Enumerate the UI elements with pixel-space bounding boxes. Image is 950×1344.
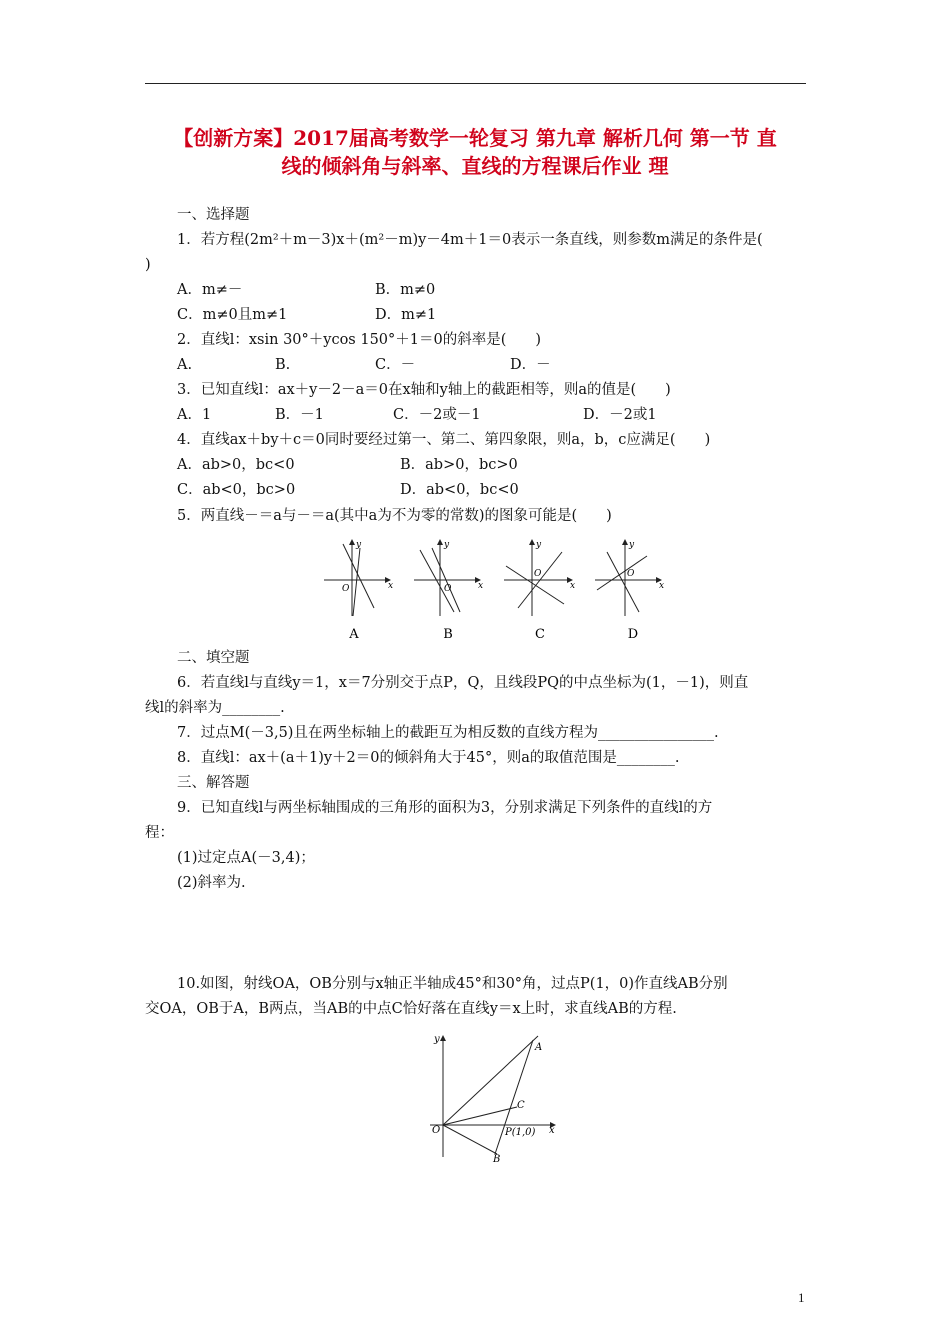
q5-c-origin: O bbox=[534, 569, 542, 579]
q5-figures bbox=[318, 538, 663, 648]
doc-title-line1: 【创新方案】2017届高考数学一轮复习 第九章 解析几何 第一节 直 bbox=[173, 126, 777, 150]
q5-d-y-label: y bbox=[629, 540, 635, 550]
q5-graph-c bbox=[504, 540, 575, 616]
q5-a-origin: O bbox=[342, 584, 350, 594]
q5-d-x-label: x bbox=[659, 581, 665, 591]
q9-part2: (2)斜率为. bbox=[177, 875, 246, 891]
q1-stem-end: ) bbox=[145, 257, 151, 273]
q5-graph-d bbox=[595, 540, 664, 616]
q5-c-y-label: y bbox=[536, 540, 542, 550]
q5-caption-d: D bbox=[627, 627, 639, 642]
q4-option-a: A．ab>0，bc<0 bbox=[177, 457, 295, 473]
q10-figure bbox=[425, 1032, 560, 1165]
q1-option-d: D．m≠1 bbox=[375, 307, 437, 323]
q5-graph-b bbox=[414, 540, 483, 616]
q6-line1: 6．若直线l与直线y＝1，x＝7分别交于点P，Q，且线段PQ的中点坐标为(1，－1)，则直 bbox=[177, 675, 749, 691]
q10-origin: O bbox=[432, 1125, 441, 1136]
q3-option-b: B．－1 bbox=[275, 407, 324, 423]
header-rule bbox=[145, 83, 806, 84]
q10-point-a: A bbox=[535, 1042, 543, 1053]
q2-option-d: D．－ bbox=[510, 357, 551, 373]
q1-option-b: B．m≠0 bbox=[375, 282, 436, 298]
q3-option-d: D．－2或1 bbox=[583, 407, 657, 423]
q1-stem: 1．若方程(2m²＋m－3)x＋(m²－m)y－4m＋1＝0表示一条直线，则参数m满足的条件是( bbox=[177, 232, 763, 248]
q5-b-y-label: y bbox=[444, 540, 450, 550]
q9-line2: 程： bbox=[145, 825, 174, 841]
q10-point-c: C bbox=[517, 1100, 525, 1111]
q8-text: 8．直线l：ax＋(a＋1)y＋2＝0的倾斜角大于45°，则a的取值范围是________. bbox=[177, 750, 680, 766]
q2-stem: 2．直线l：xsin 30°＋ycos 150°＋1＝0的斜率是( ) bbox=[177, 332, 542, 348]
q5-b-origin: O bbox=[444, 584, 452, 594]
q4-option-c: C．ab<0，bc>0 bbox=[177, 482, 296, 498]
q1-option-c: C．m≠0且m≠1 bbox=[177, 307, 288, 323]
section-choice: 一、选择题 bbox=[177, 207, 250, 223]
q10-x-label: x bbox=[549, 1125, 555, 1136]
q3-option-c: C．－2或－1 bbox=[393, 407, 481, 423]
q7-text: 7．过点M(－3,5)且在两坐标轴上的截距互为相反数的直线方程为________________. bbox=[177, 725, 719, 741]
q5-caption-a: A bbox=[349, 627, 359, 642]
q2-option-c: C．－ bbox=[375, 357, 416, 373]
q5-a-y-label: y bbox=[356, 540, 362, 550]
q1-option-a: A．m≠－ bbox=[177, 282, 243, 298]
q5-c-x-label: x bbox=[570, 581, 576, 591]
q4-stem: 4．直线ax＋by＋c＝0同时要经过第一、第二、第四象限，则a，b，c应满足( ) bbox=[177, 432, 711, 448]
page-number: 1 bbox=[798, 1290, 805, 1305]
q5-b-x-label: x bbox=[478, 581, 484, 591]
q4-option-d: D．ab<0，bc<0 bbox=[400, 482, 519, 498]
q5-a-x-label: x bbox=[388, 581, 394, 591]
q2-option-a: A. bbox=[177, 357, 193, 373]
q9-part1: (1)过定点A(－3,4)； bbox=[177, 850, 315, 866]
q5-d-origin: O bbox=[627, 569, 635, 579]
q10-line2: 交OA，OB于A，B两点，当AB的中点C恰好落在直线y＝x上时，求直线AB的方程. bbox=[145, 1001, 677, 1017]
q3-stem: 3．已知直线l：ax＋y－2－a＝0在x轴和y轴上的截距相等，则a的值是( ) bbox=[177, 382, 671, 398]
q6-line2: 线l的斜率为________. bbox=[145, 700, 285, 716]
q10-line1: 10.如图，射线OA，OB分别与x轴正半轴成45°和30°角，过点P(1，0)作直线AB分别 bbox=[177, 976, 728, 992]
section-solve: 三、解答题 bbox=[177, 775, 250, 791]
q9-line1: 9．已知直线l与两坐标轴围成的三角形的面积为3，分别求满足下列条件的直线l的方 bbox=[177, 800, 713, 816]
q5-caption-b: B bbox=[443, 627, 453, 642]
q5-graph-a bbox=[324, 540, 393, 616]
q10-point-b: B bbox=[493, 1154, 501, 1165]
ray-oa bbox=[443, 1036, 538, 1125]
q5-caption-c: C bbox=[535, 627, 545, 642]
q10-point-p: P(1,0) bbox=[505, 1127, 536, 1138]
q10-y-label: y bbox=[434, 1034, 440, 1045]
q2-option-b: B. bbox=[275, 357, 291, 373]
q5-stem: 5．两直线－＝a与－＝a(其中a为不为零的常数)的图象可能是( ) bbox=[177, 508, 612, 524]
q4-option-b: B．ab>0，bc>0 bbox=[400, 457, 518, 473]
ray-ob bbox=[443, 1125, 497, 1154]
doc-title-line2: 线的倾斜角与斜率、直线的方程课后作业 理 bbox=[281, 154, 669, 178]
q3-option-a: A．1 bbox=[177, 407, 212, 423]
section-fill: 二、填空题 bbox=[177, 650, 250, 666]
